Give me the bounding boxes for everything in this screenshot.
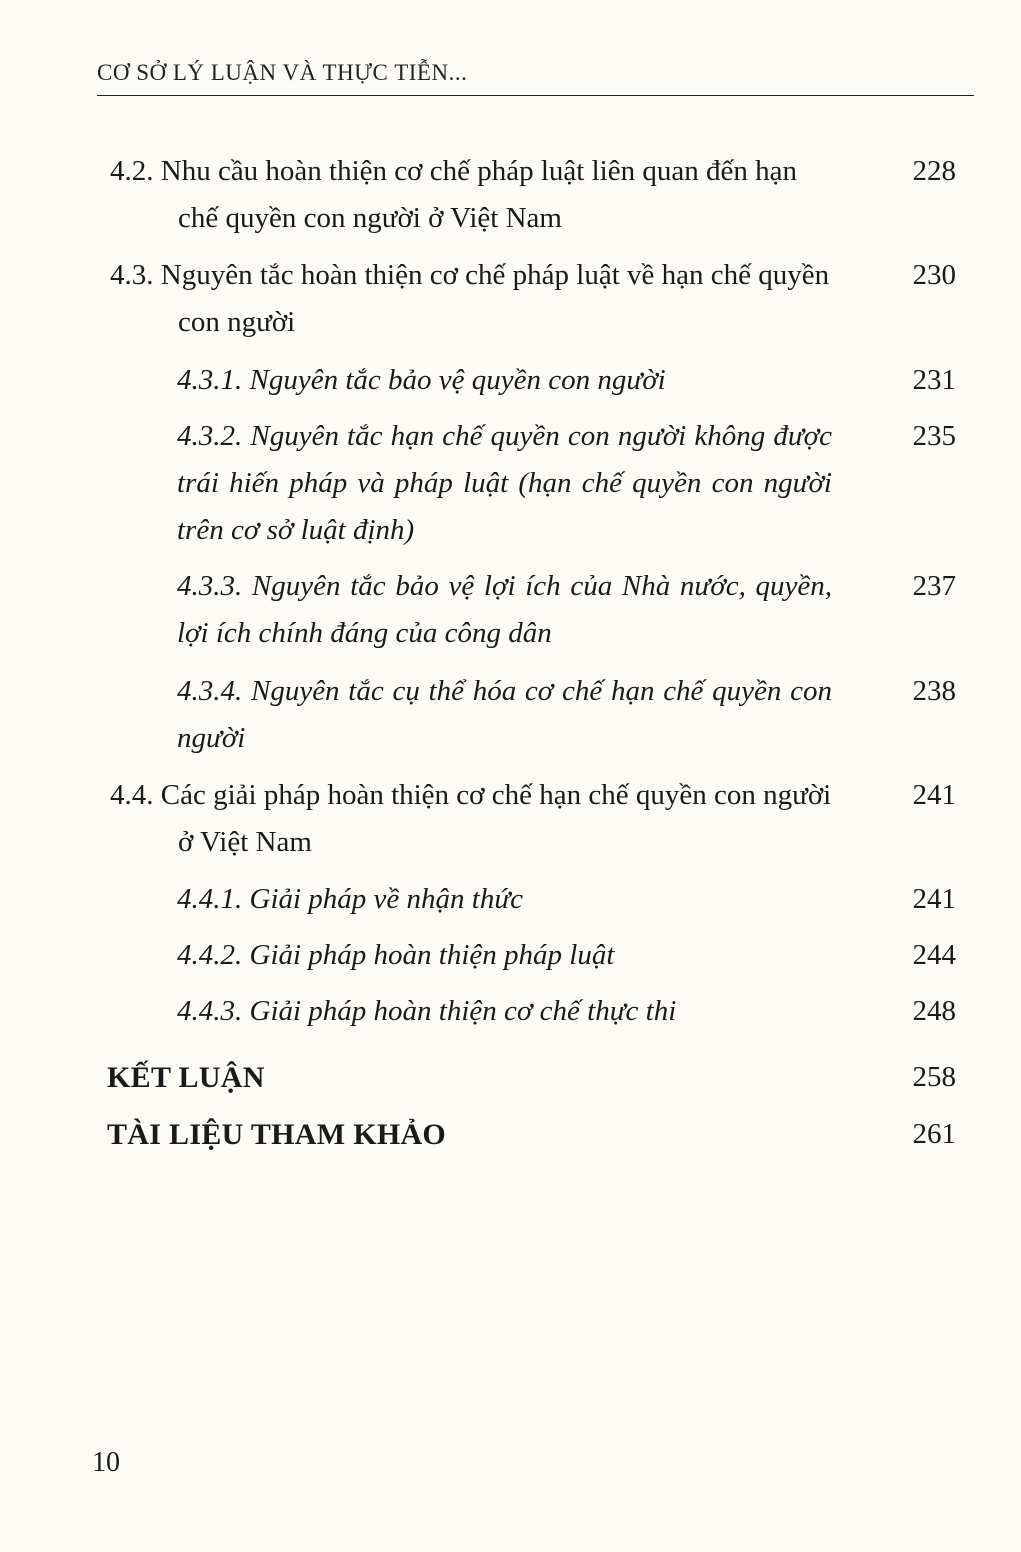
- toc-entry-page: 230: [912, 259, 956, 291]
- toc-entry-references[interactable]: [107, 1111, 956, 1158]
- toc-entry-4-2[interactable]: [110, 148, 956, 242]
- toc-entry-page: 231: [912, 364, 956, 396]
- running-header: CƠ SỞ LÝ LUẬN VÀ THỰC TIỄN...: [97, 60, 468, 85]
- toc-entry-page: 241: [912, 779, 956, 811]
- toc-entry-4-4-3[interactable]: [110, 988, 956, 1035]
- toc-entry-text: 4.3. Nguyên tắc hoàn thiện cơ chế pháp luật về hạn chế quyền con người: [110, 259, 830, 338]
- toc-entry-4-4[interactable]: [110, 772, 956, 866]
- toc-entry-page: 228: [912, 155, 956, 187]
- toc-entry-text: 4.4.1. Giải pháp về nhận thức: [177, 883, 524, 915]
- toc-entry-page: 235: [912, 420, 956, 452]
- toc-entry-text: 4.3.3. Nguyên tắc bảo vệ lợi ích của Nhà nước, quyền, lợi ích chính đáng của công dân: [177, 570, 832, 649]
- toc-entry-text: 4.2. Nhu cầu hoàn thiện cơ chế pháp luật liên quan đến hạn chế quyền con người ở Việt Nam: [110, 155, 797, 234]
- toc-entry-page: 244: [912, 939, 956, 971]
- toc-entry-4-3-1[interactable]: [110, 357, 956, 404]
- toc-entry-page: 261: [912, 1118, 956, 1150]
- toc-entry-page: 238: [912, 675, 956, 707]
- toc-entry-page: 248: [912, 995, 956, 1027]
- toc-entry-text: TÀI LIỆU THAM KHẢO: [107, 1118, 447, 1151]
- toc-entry-text: 4.4.3. Giải pháp hoàn thiện cơ chế thực thi: [177, 995, 677, 1027]
- toc-entry-4-3-2[interactable]: [110, 413, 956, 554]
- page-number: 10: [92, 1447, 120, 1478]
- toc-entry-text: 4.4.2. Giải pháp hoàn thiện pháp luật: [177, 939, 615, 971]
- toc-entry-text: 4.3.2. Nguyên tắc hạn chế quyền con người không được trái hiến pháp và pháp luật (hạn chế quyền con người trên cơ sở luật định): [177, 420, 832, 546]
- toc-entry-text: 4.4. Các giải pháp hoàn thiện cơ chế hạn chế quyền con người ở Việt Nam: [110, 779, 832, 858]
- header-rule: [97, 95, 974, 96]
- toc-entry-page: 258: [912, 1061, 956, 1093]
- toc-entry-text: KẾT LUẬN: [107, 1061, 265, 1094]
- toc-entry-4-4-2[interactable]: [110, 932, 956, 979]
- toc-entry-4-4-1[interactable]: [110, 876, 956, 923]
- toc-entry-4-3-3[interactable]: [110, 563, 956, 657]
- toc-entry-text: 4.3.4. Nguyên tắc cụ thể hóa cơ chế hạn chế quyền con người: [177, 675, 832, 754]
- toc-entry-4-3[interactable]: [110, 252, 956, 346]
- toc-entry-4-3-4[interactable]: [110, 668, 956, 762]
- toc-entry-conclusion[interactable]: [107, 1054, 956, 1101]
- toc-entry-page: 241: [912, 883, 956, 915]
- toc-entry-text: 4.3.1. Nguyên tắc bảo vệ quyền con người: [177, 364, 666, 396]
- toc-entry-page: 237: [912, 570, 956, 602]
